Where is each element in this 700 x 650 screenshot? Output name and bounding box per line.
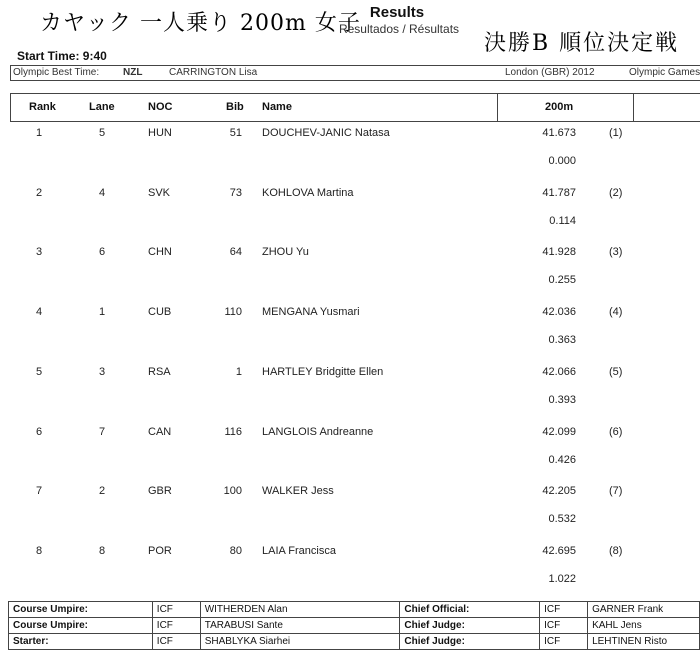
result-place: (7)	[609, 485, 623, 497]
result-time: 42.099	[542, 426, 576, 438]
result-time-behind: 1.022	[548, 573, 576, 585]
result-place: (5)	[609, 366, 623, 378]
result-time: 41.928	[542, 246, 576, 258]
official-name-l: TARABUSI Sante	[200, 618, 400, 634]
olympic-best-noc: NZL	[123, 67, 143, 78]
result-lane: 2	[99, 485, 106, 497]
result-noc: CUB	[148, 306, 172, 318]
result-name: DOUCHEV-JANIC Natasa	[262, 127, 390, 139]
official-org-r: ICF	[540, 634, 588, 650]
result-time: 42.205	[542, 485, 576, 497]
result-rank: 7	[36, 485, 43, 497]
result-place: (2)	[609, 187, 623, 199]
result-bib: 51	[229, 127, 242, 139]
page-subtitle: Resultados / Résultats	[338, 22, 460, 36]
result-time: 41.673	[542, 127, 576, 139]
result-bib: 100	[223, 485, 242, 497]
result-rank: 1	[36, 127, 43, 139]
result-time-behind: 0.114	[549, 215, 576, 227]
official-org-r: ICF	[540, 618, 588, 634]
result-noc: POR	[148, 545, 172, 557]
result-time-behind: 0.393	[548, 394, 576, 406]
phase-title-japanese: 決勝B 順位決定戦	[484, 31, 680, 56]
result-name: MENGANA Yusmari	[262, 306, 360, 318]
result-lane: 7	[99, 426, 106, 438]
result-noc: SVK	[148, 187, 171, 199]
officials-row	[9, 634, 700, 650]
official-name-r: KAHL Jens	[588, 618, 700, 634]
col-name-header: Name	[262, 101, 292, 113]
result-name: ZHOU Yu	[262, 246, 309, 258]
official-role-r: Chief Judge:	[400, 618, 540, 634]
officials-row	[9, 602, 700, 618]
result-rank: 8	[36, 545, 43, 557]
olympic-best-label: Olympic Best Time:	[13, 67, 100, 78]
official-role-l: Course Umpire:	[9, 618, 153, 634]
result-name: LANGLOIS Andreanne	[262, 426, 374, 438]
result-noc: RSA	[148, 366, 171, 378]
result-time-behind: 0.000	[548, 155, 576, 167]
officials-table	[8, 601, 700, 650]
start-time: Start Time: 9:40	[17, 49, 107, 63]
result-noc: GBR	[148, 485, 172, 497]
official-org-l: ICF	[152, 602, 200, 618]
result-time: 42.066	[542, 366, 576, 378]
result-name: HARTLEY Bridgitte Ellen	[262, 366, 384, 378]
olympic-best-time-bar	[10, 65, 700, 81]
result-name: LAIA Francisca	[262, 545, 336, 557]
col-rank-header: Rank	[29, 101, 56, 113]
result-time-behind: 0.255	[548, 274, 576, 286]
result-bib: 1	[235, 366, 242, 378]
official-org-r: ICF	[540, 602, 588, 618]
officials-row	[9, 618, 700, 634]
col-lane-header: Lane	[89, 101, 115, 113]
event-title-japanese: カヤック 一人乗り 200m 女子	[40, 11, 361, 36]
col-time-header: 200m	[545, 101, 574, 113]
result-noc: HUN	[148, 127, 172, 139]
result-place: (1)	[609, 127, 623, 139]
result-name: WALKER Jess	[262, 485, 334, 497]
olympic-best-venue: London (GBR) 2012	[505, 67, 595, 78]
result-place: (6)	[609, 426, 623, 438]
result-bib: 110	[224, 306, 242, 318]
official-name-l: WITHERDEN Alan	[200, 602, 400, 618]
result-place: (3)	[609, 246, 623, 258]
result-time: 42.695	[542, 545, 576, 557]
result-time: 41.787	[542, 187, 576, 199]
result-lane: 3	[99, 366, 106, 378]
result-bib: 80	[229, 545, 242, 557]
result-bib: 73	[229, 187, 242, 199]
result-lane: 8	[99, 545, 106, 557]
result-rank: 2	[36, 187, 43, 199]
result-lane: 1	[99, 306, 106, 318]
official-org-l: ICF	[152, 634, 200, 650]
result-time-behind: 0.363	[548, 334, 576, 346]
result-lane: 6	[99, 246, 106, 258]
official-org-l: ICF	[152, 618, 200, 634]
result-noc: CHN	[148, 246, 172, 258]
result-place: (4)	[609, 306, 623, 318]
result-lane: 4	[99, 187, 106, 199]
result-bib: 116	[224, 426, 242, 438]
result-rank: 6	[36, 426, 43, 438]
col-bib-header: Bib	[226, 101, 244, 113]
official-name-r: GARNER Frank	[588, 602, 700, 618]
result-time: 42.036	[542, 306, 576, 318]
official-role-l: Starter:	[9, 634, 153, 650]
official-role-r: Chief Official:	[400, 602, 540, 618]
official-role-l: Course Umpire:	[9, 602, 153, 618]
result-time-behind: 0.426	[548, 454, 576, 466]
result-time-behind: 0.532	[548, 513, 576, 525]
official-name-r: LEHTINEN Risto	[588, 634, 700, 650]
result-name: KOHLOVA Martina	[262, 187, 354, 199]
official-name-l: SHABLYKA Siarhei	[200, 634, 400, 650]
result-lane: 5	[99, 127, 106, 139]
result-rank: 4	[36, 306, 43, 318]
result-bib: 64	[229, 246, 242, 258]
col-noc-header: NOC	[148, 101, 173, 113]
result-rank: 5	[36, 366, 43, 378]
page-title: Results	[369, 4, 425, 21]
official-role-r: Chief Judge:	[400, 634, 540, 650]
result-rank: 3	[36, 246, 43, 258]
result-noc: CAN	[148, 426, 172, 438]
result-place: (8)	[609, 545, 623, 557]
olympic-best-games: Olympic Games	[629, 67, 700, 78]
olympic-best-name: CARRINGTON Lisa	[169, 67, 258, 78]
